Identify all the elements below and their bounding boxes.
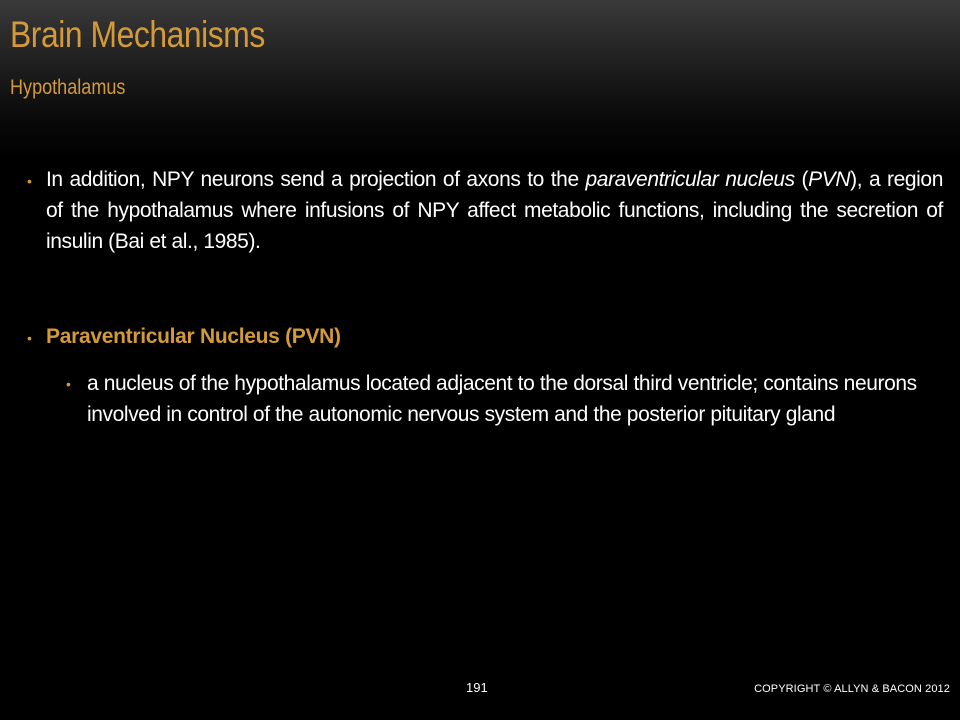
copyright-notice: COPYRIGHT © ALLYN & BACON 2012 <box>754 683 950 695</box>
sub-bullet-dot: • <box>66 376 71 392</box>
paragraph-abbr-italic: PVN <box>808 168 851 191</box>
pvn-heading: Paraventricular Nucleus (PVN) <box>46 325 341 348</box>
pvn-definition: a nucleus of the hypothalamus located adjacent to the dorsal third ventricle; contains neurons involved in control of the autonomic nervous system and the posterior pituitary gland <box>87 372 917 426</box>
page-number: 191 <box>466 680 488 695</box>
paragraph-text-mid: ( <box>794 168 809 191</box>
paragraph-term-italic: paraventricular nucleus <box>585 168 795 191</box>
paragraph-text-before: In addition, NPY neurons send a projection of axons to the <box>46 168 586 191</box>
slide-subtitle: Hypothalamus <box>10 76 126 99</box>
bullet-paragraph-npy <box>46 164 943 257</box>
paragraph-text-after: ), a region of the hypothalamus where infusions of NPY affect metabolic functions, including the secretion of insulin (Bai et al., 1985). <box>46 168 943 253</box>
bullet-dot-2: • <box>27 330 32 346</box>
bullet-dot-1: • <box>27 173 32 189</box>
slide-title: Brain Mechanisms <box>10 14 265 55</box>
